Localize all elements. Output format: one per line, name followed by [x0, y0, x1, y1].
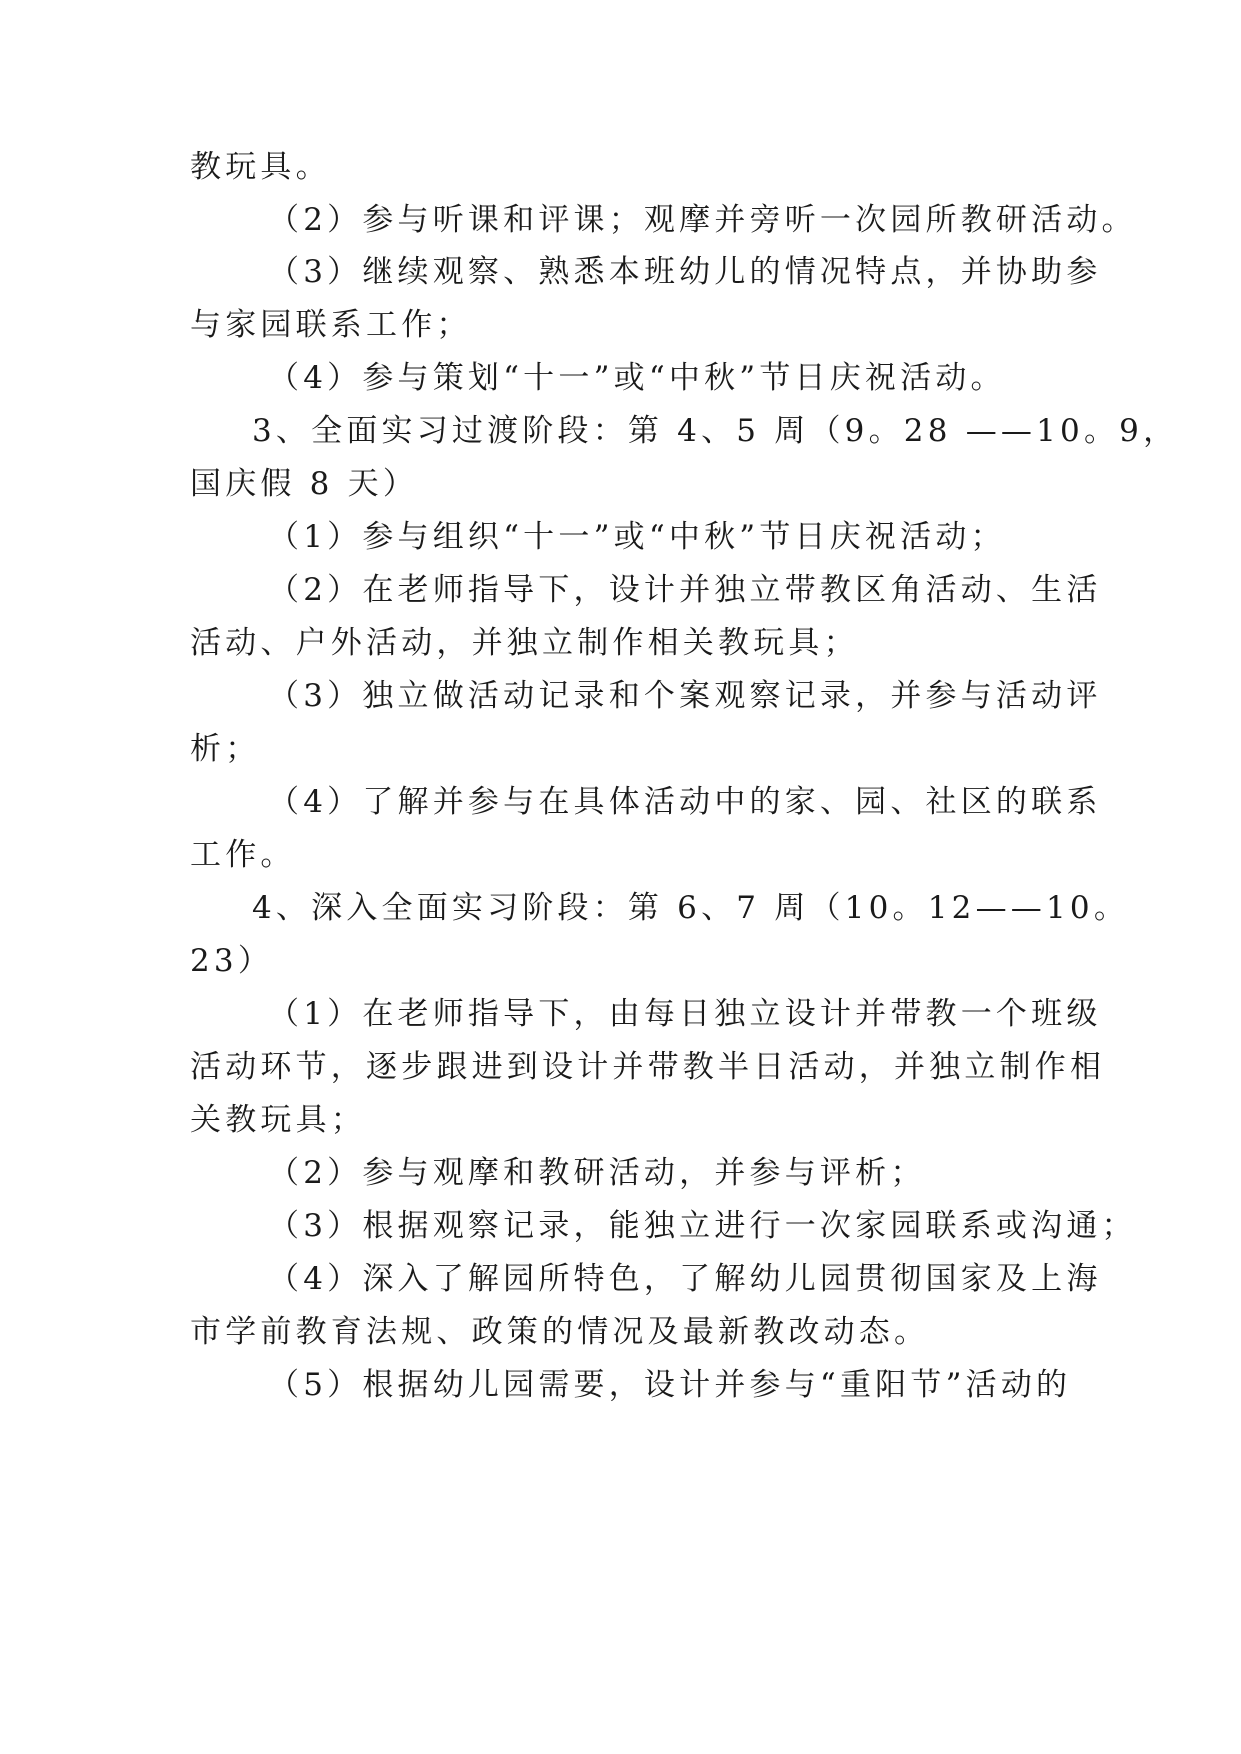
- text-line: 教玩具。: [190, 149, 331, 185]
- text-line: 关教玩具；: [190, 1102, 366, 1138]
- list-item: （3）根据观察记录，能独立进行一次家园联系或沟通；: [268, 1208, 1137, 1244]
- list-item: （4）深入了解园所特色，了解幼儿园贯彻国家及上海: [268, 1261, 1102, 1297]
- list-item: （4）了解并参与在具体活动中的家、园、社区的联系: [268, 784, 1102, 820]
- text-line: 市学前教育法规、政策的情况及最新教改动态。: [190, 1314, 930, 1350]
- text-line: 析；: [190, 731, 261, 767]
- text-line: 活动环节，逐步跟进到设计并带教半日活动，并独立制作相: [190, 1049, 1106, 1085]
- list-item: （3）独立做活动记录和个案观察记录，并参与活动评: [268, 678, 1102, 714]
- section-heading: 3、全面实习过渡阶段：第 4、5 周（9。28 ——10。9，: [252, 413, 1179, 449]
- list-item: （2）在老师指导下，设计并独立带教区角活动、生活: [268, 572, 1102, 608]
- list-item: （3）继续观察、熟悉本班幼儿的情况特点，并协助参: [268, 254, 1102, 290]
- list-item: （2）参与听课和评课；观摩并旁听一次园所教研活动。: [268, 202, 1137, 238]
- list-item: （2）参与观摩和教研活动，并参与评析；: [268, 1155, 926, 1191]
- text-line: 工作。: [190, 837, 296, 873]
- section-heading: 4、深入全面实习阶段：第 6、7 周（10。12——10。: [252, 890, 1130, 926]
- text-line: 活动、户外活动，并独立制作相关教玩具；: [190, 625, 859, 661]
- list-item: （5）根据幼儿园需要，设计并参与“重阳节”活动的: [268, 1367, 1072, 1403]
- text-line: 23）: [190, 943, 274, 979]
- list-item: （4）参与策划“十一”或“中秋”节日庆祝活动。: [268, 360, 1006, 396]
- text-line: 与家园联系工作；: [190, 307, 472, 343]
- list-item: （1）在老师指导下，由每日独立设计并带教一个班级: [268, 996, 1102, 1032]
- list-item: （1）参与组织“十一”或“中秋”节日庆祝活动；: [268, 519, 1006, 555]
- text-line: 国庆假 8 天）: [190, 466, 419, 502]
